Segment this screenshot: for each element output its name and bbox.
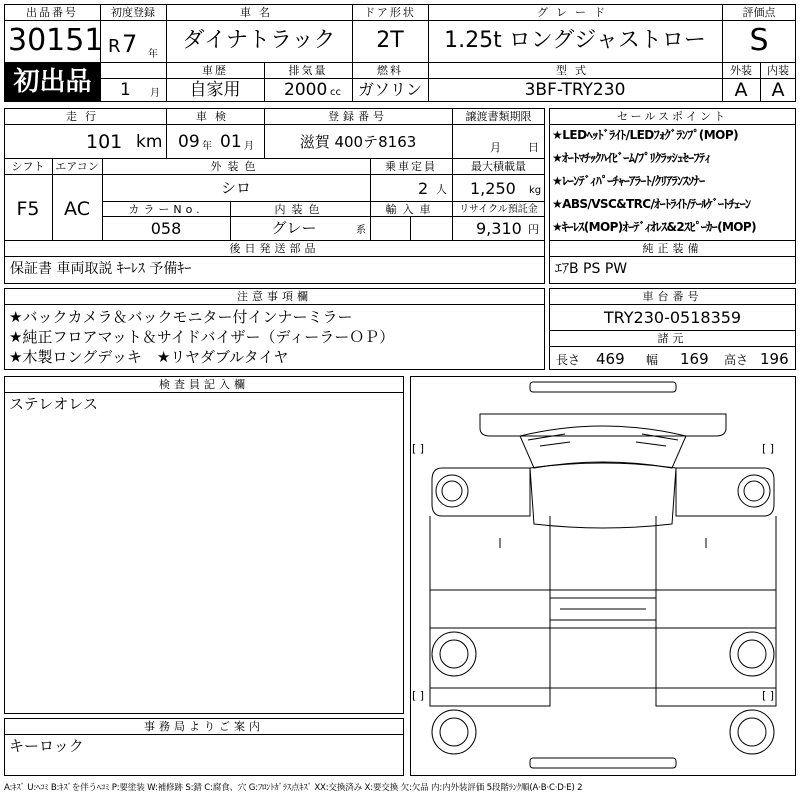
reg-era: R [108, 36, 121, 57]
inspection-month-unit: 月 [244, 141, 254, 152]
inspection-year-unit: 年 [202, 141, 212, 152]
capacity-unit: 人 [436, 183, 447, 196]
history-header: 車歴 [202, 64, 228, 77]
later-parts: 保証書 車両取説 ｷｰﾚｽ 予備ｷｰ [10, 261, 192, 277]
grade-header: グレード [537, 6, 613, 19]
office-header: 事務局よりご案内 [144, 720, 264, 733]
mileage-header: 走行 [66, 110, 104, 123]
car-name: ダイナトラック [182, 28, 336, 53]
capacity: 2 [418, 179, 429, 198]
displacement-header: 排気量 [288, 64, 328, 77]
note-line: ★バックカメラ＆バックモニター付インナーミラー [9, 308, 353, 326]
truck-diagram [410, 376, 796, 776]
reg-year-unit: 年 [148, 49, 158, 60]
aircon-header: エアコン [55, 160, 99, 173]
interior-score: A [771, 79, 785, 101]
sales-point: ★ｵｰﾄﾏﾁｯｸﾊｲﾋﾞｰﾑ/ﾌﾟﾘｸﾗｯｼｭｾｰﾌﾃｨ [552, 151, 711, 165]
recycle-unit: 円 [528, 223, 539, 236]
office-text: キーロック [9, 737, 84, 755]
displacement-unit: cc [330, 87, 341, 98]
color-no: 058 [150, 219, 182, 238]
import-header: 輸入車 [385, 203, 437, 216]
standard-equip-header: 純正装備 [642, 242, 703, 255]
later-parts-header: 後日発送部品 [229, 242, 320, 255]
inspection-year: 09 [178, 132, 200, 152]
rating: S [749, 23, 769, 58]
diagram-bracket: [ ] [412, 689, 425, 702]
lot-number: 30151 [8, 23, 104, 58]
note-line: ★木製ロングデッキ ★リヤダブルタイヤ [9, 348, 289, 366]
sales-point: ★ﾚｰﾝﾃﾞｨﾊﾟｰﾁｬｰｱﾗｰﾄ/ｸﾘｱﾗﾝｽｿﾅｰ [552, 174, 705, 188]
diagram-bracket: [ ] [762, 689, 775, 702]
max-load-unit: kg [529, 185, 542, 196]
ext-color-header: 外装色 [210, 160, 262, 173]
inspector-text: ステレオレス [9, 395, 98, 413]
rating-header: 評価点 [742, 6, 776, 19]
history: 自家用 [189, 80, 241, 100]
fuel: ガソリン [357, 80, 422, 99]
max-load: 1,250 [470, 179, 516, 198]
width-label: 幅 [646, 353, 659, 367]
first-listing-badge: 初出品 [5, 63, 100, 101]
aircon: AC [64, 198, 90, 220]
color-no-header: カラーNo. [128, 203, 204, 216]
width-value: 169 [680, 350, 709, 368]
standard-equip: ｴｱB PS PW [555, 261, 628, 277]
sales-point: ★ｷｰﾚｽ(MOP)ｵｰﾃﾞｨｵﾚｽ&2ｽﾋﾟｰｶｰ(MOP) [552, 220, 756, 234]
reg-year: 7 [122, 30, 138, 58]
dimensions-header: 諸元 [657, 332, 688, 345]
exterior-header: 外装 [730, 64, 752, 77]
sales-points-header: セールスポイント [616, 110, 728, 123]
inspector-box [4, 376, 404, 714]
notes-header: 注意事項欄 [237, 290, 312, 303]
sales-point: ★ABS/VSC&TRC/ｵｰﾄﾗｲﾄ/ﾃｰﾙｹﾞｰﾄﾁｪｰﾝ [552, 197, 751, 211]
capacity-header: 乗車定員 [385, 160, 437, 173]
interior-header: 内装 [767, 64, 789, 77]
diagram-bracket: [ ] [762, 442, 775, 455]
mileage-unit: km [136, 132, 163, 152]
reg-month: 1 [120, 80, 131, 100]
transfer-deadline-header: 譲渡書類期限 [465, 110, 532, 123]
grade: 1.25t ロングジャストロー [444, 28, 706, 53]
int-color-suffix: 系 [356, 225, 366, 236]
note-line: ★純正フロアマット＆サイドバイザー（ディーラーＯＰ） [9, 328, 395, 346]
height-value: 196 [760, 350, 789, 368]
max-load-header: 最大積載量 [471, 160, 526, 173]
car-name-header: 車名 [240, 6, 278, 19]
reg-number-header: 登録番号 [328, 110, 388, 123]
inspection-month: 01 [220, 132, 242, 152]
sales-point: ★LEDﾍｯﾄﾞﾗｲﾄ/LEDﾌｫｸﾞﾗﾝﾌﾟ(MOP) [552, 128, 739, 142]
model-code-header: 型式 [556, 64, 594, 77]
model-code: 3BF-TRY230 [524, 80, 626, 100]
diagram-bracket: [ ] [412, 442, 425, 455]
shift: F5 [16, 198, 40, 220]
legend-footer: A:ｷｽﾞ U:ﾍｺﾐ B:ｷｽﾞを伴うﾍｺﾐ P:要塗装 W:補修跡 S:錆 C:腐食、穴 G:ﾌﾛﾝﾄｶﾞﾗｽ点ｷｽﾞ XX:交換済み X:要交換 欠:欠品 内:内外装評価 5段階ﾗﾝｸ順(A·B·C·D·E) 2 [4, 783, 583, 793]
ext-color: シロ [220, 179, 251, 197]
deadline-day: 日 [528, 141, 539, 154]
lot-header: 出品番号 [26, 6, 78, 19]
exterior-score: A [734, 79, 748, 101]
int-color-header: 内装色 [274, 203, 326, 216]
shift-header: シフト [11, 160, 45, 173]
chassis-header: 車台番号 [642, 290, 703, 303]
fuel-header: 燃料 [377, 64, 403, 77]
recycle-header: リサイクル預託金 [459, 204, 538, 215]
door-type: 2T [376, 28, 404, 53]
length-label: 長さ [556, 353, 581, 367]
recycle-fee: 9,310 [476, 219, 522, 238]
chassis-number: TRY230-0518359 [603, 308, 742, 327]
door-header: ドア形状 [364, 6, 416, 19]
reg-month-unit: 月 [150, 88, 160, 99]
first-reg-header: 初度登録 [111, 6, 155, 19]
reg-number: 滋賀 400テ8163 [299, 133, 417, 151]
length-value: 469 [596, 350, 625, 368]
displacement: 2000 [284, 80, 328, 100]
mileage: 101 [86, 131, 123, 153]
inspector-header: 検査員記入欄 [159, 378, 249, 391]
height-label: 高さ [724, 353, 749, 367]
deadline-month: 月 [490, 141, 501, 154]
int-color: グレー [271, 219, 317, 237]
inspection-header: 車検 [196, 110, 234, 123]
